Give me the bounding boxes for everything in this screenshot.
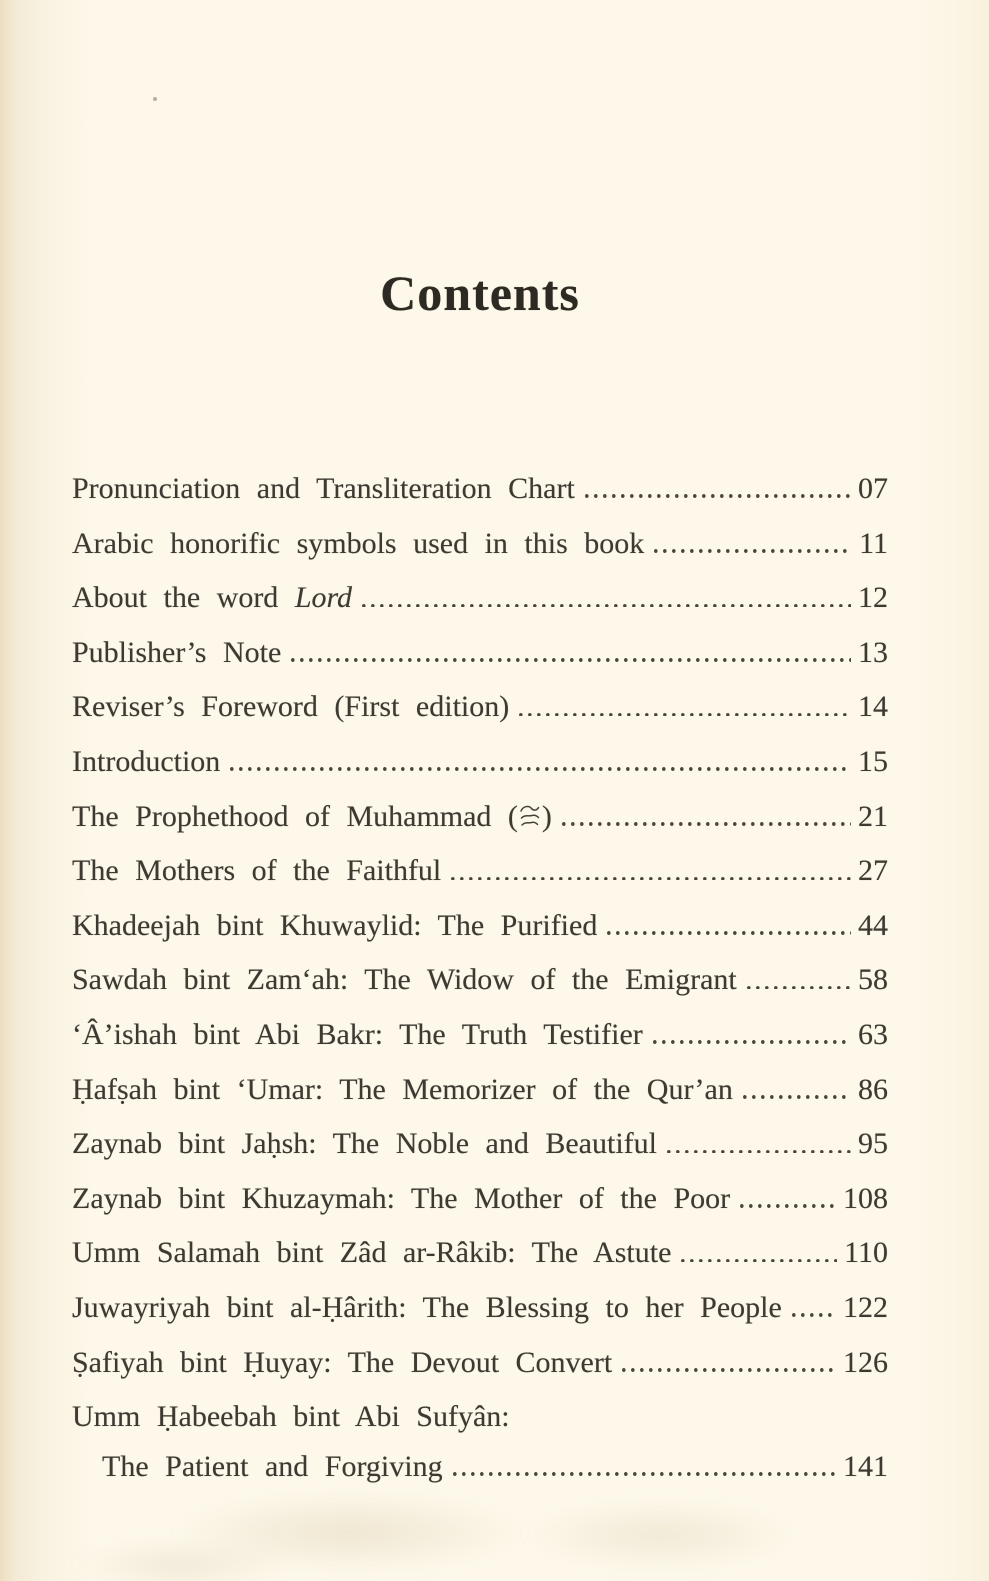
toc-entry-title: Sawdah bint Zam‘ah: The Widow of the Emigrant: [72, 963, 737, 997]
page-title: Contents: [380, 265, 580, 321]
page-show-through: [170, 1492, 530, 1572]
toc-entry: [72, 571, 888, 626]
toc-entry: [72, 626, 888, 681]
toc-entry: [72, 462, 888, 517]
toc-entry: [72, 1336, 888, 1391]
toc-entry-page: 15: [858, 744, 888, 778]
dot-leader: [230, 767, 851, 771]
dot-leader: [740, 1204, 836, 1208]
toc-entry-page: 122: [843, 1290, 888, 1324]
toc-entry: [72, 1281, 888, 1336]
sallallahu-alayhi-wa-sallam-icon: [519, 803, 541, 831]
toc-entry-page: 11: [859, 526, 888, 560]
toc-entry-title: Pronunciation and Transliteration Chart: [72, 472, 575, 505]
toc-entry-title: Juwayriyah bint al-Ḥârith: The Blessing to her People: [72, 1290, 782, 1324]
toc-entry-title: Umm Ḥabeebah bint Abi Sufyân:: [72, 1400, 510, 1434]
toc-entry-page: 63: [858, 1017, 888, 1051]
toc-entry: [72, 680, 888, 735]
toc-entry: [72, 899, 888, 954]
dot-leader: [291, 658, 851, 662]
dot-leader: [622, 1368, 836, 1372]
dot-leader: [681, 1259, 837, 1263]
toc-entry-page: 14: [858, 690, 888, 724]
toc-entry-page: 44: [858, 908, 888, 942]
toc-entry-page: 58: [858, 963, 888, 997]
dot-leader: [562, 822, 851, 826]
toc-entry-title: The Patient and Forgiving: [102, 1449, 443, 1483]
toc-entry-page: 126: [843, 1345, 888, 1379]
toc-entry-title: Ḥafṣah bint ‘Umar: The Memorizer of the Qur’an: [72, 1072, 733, 1106]
toc-entry-title: Zaynab bint Jaḥsh: The Noble and Beautiful: [72, 1127, 657, 1161]
toc-entry: [72, 735, 888, 790]
toc-entry-page: 12: [858, 581, 888, 615]
toc-entry-title: Arabic honorific symbols used in this book: [72, 526, 645, 560]
toc-entry: [72, 1445, 888, 1489]
toc-entry-title: Reviser’s Foreword (First edition): [72, 690, 510, 724]
toc-entry: [72, 1172, 888, 1227]
dot-leader: [453, 1472, 836, 1476]
toc-entry-title: Khadeejah bint Khuwaylid: The Purified: [72, 908, 598, 942]
dot-leader: [743, 1095, 851, 1099]
toc-entry: [72, 1117, 888, 1172]
dot-leader: [667, 1150, 851, 1154]
toc-entry-page: 07: [858, 472, 888, 505]
dot-leader: [792, 1313, 836, 1317]
toc-entry-page: 13: [858, 635, 888, 669]
dot-leader: [747, 986, 851, 990]
page-show-through: [520, 1500, 800, 1570]
toc-entry-title: Zaynab bint Khuzaymah: The Mother of the Poor: [72, 1181, 731, 1215]
dot-leader: [451, 877, 851, 881]
toc-entry-page: 108: [843, 1181, 888, 1215]
dot-leader: [653, 1040, 851, 1044]
toc-entry-title: Introduction: [72, 744, 221, 778]
toc-entry: [72, 844, 888, 899]
dot-leader: [362, 604, 851, 608]
toc-entry: [72, 1226, 888, 1281]
paper-speck: [153, 97, 157, 101]
toc-entry: [72, 953, 888, 1008]
dot-leader: [585, 494, 851, 498]
toc-entry-title: The Prophethood of Muhammad ( ): [72, 799, 552, 833]
dot-leader: [654, 549, 852, 553]
toc-entry-title: Umm Salamah bint Zâd ar-Râkib: The Astute: [72, 1236, 672, 1270]
toc-entry-page: 141: [843, 1449, 888, 1483]
toc-entry-title: ‘Â’ishah bint Abi Bakr: The Truth Testifier: [72, 1017, 643, 1051]
toc-entry-page: 21: [858, 799, 888, 833]
toc-entry: [72, 1390, 888, 1445]
dot-leader: [519, 713, 851, 717]
toc-entry: [72, 1008, 888, 1063]
toc-entry: [72, 790, 888, 845]
page-show-through: [70, 1540, 290, 1581]
toc-entry-page: 86: [858, 1072, 888, 1106]
toc-entry-page: 110: [844, 1236, 888, 1270]
toc-entry-title: Ṣafiyah bint Ḥuyay: The Devout Convert: [72, 1345, 613, 1379]
toc-entry-title: The Mothers of the Faithful: [72, 854, 442, 888]
toc-entry-page: 27: [858, 854, 888, 888]
toc-entry: [72, 1063, 888, 1118]
toc-entry-title: Publisher’s Note: [72, 635, 282, 669]
toc-list: [72, 462, 888, 1489]
toc-entry: [72, 517, 888, 572]
toc-entry-page: 95: [858, 1127, 888, 1161]
toc-entry-title: About the word Lord: [72, 581, 353, 615]
dot-leader: [607, 931, 851, 935]
